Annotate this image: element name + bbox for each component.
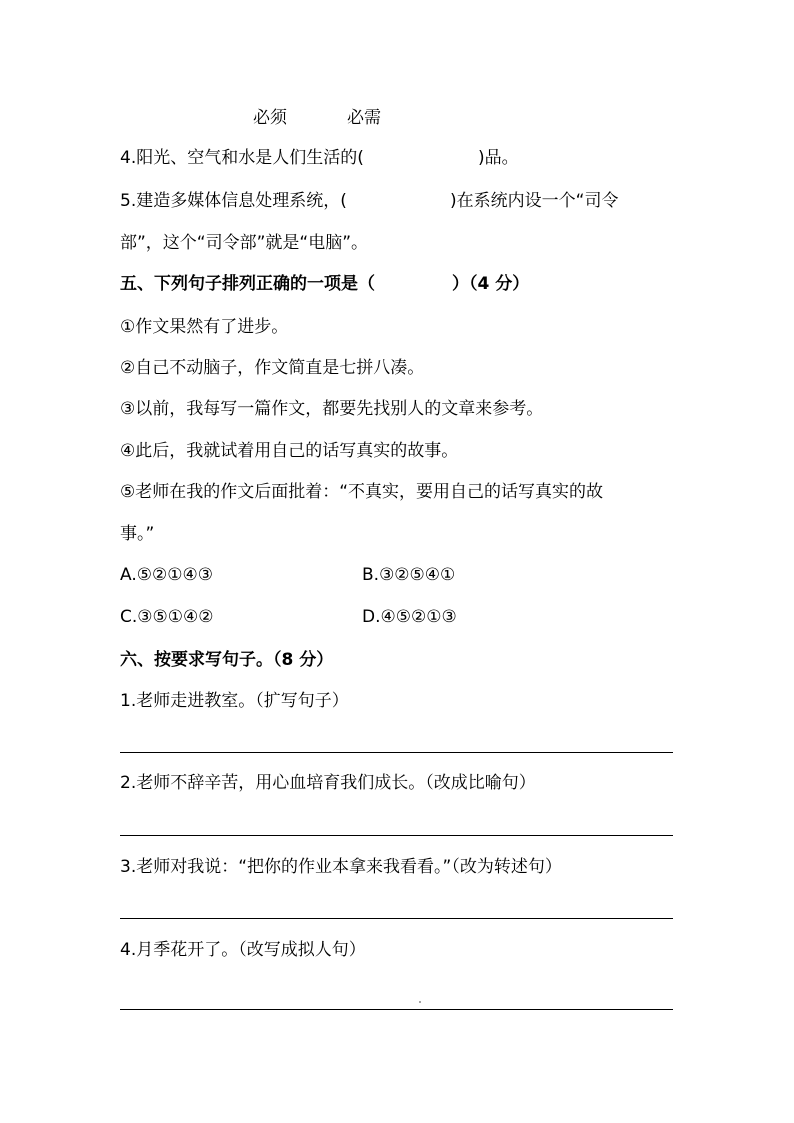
task-3: 3.老师对我说：“把你的作业本拿来我看看。”（改为转述句） xyxy=(120,857,562,877)
answer-line-1 xyxy=(120,752,673,753)
stray-dot xyxy=(419,1001,421,1003)
question-4-text: 4.阳光、空气和水是人们生活的( xyxy=(120,148,364,168)
sentence-5: ⑤老师在我的作文后面批着：“不真实，要用自己的话写真实的故 xyxy=(120,482,604,502)
answer-line-3 xyxy=(120,918,673,919)
option-a: A.⑤②①④③ xyxy=(120,565,213,585)
sentence-1: ①作文果然有了进步。 xyxy=(120,317,289,337)
option-word-1: 必须 xyxy=(253,108,287,128)
sentence-3: ③以前，我每写一篇作文，都要先找别人的文章来参考。 xyxy=(120,399,544,419)
answer-line-2 xyxy=(120,835,673,836)
task-4: 4.月季花开了。（改写成拟人句） xyxy=(120,940,366,960)
option-c: C.③⑤①④② xyxy=(120,607,214,627)
section-5-heading: 五、下列句子排列正确的一项是（ xyxy=(120,274,375,294)
question-5-text-line2: 部”，这个“司令部”就是“电脑”。 xyxy=(120,233,369,253)
question-5-text-end: )在系统内设一个“司令 xyxy=(450,191,619,211)
section-6-heading: 六、按要求写句子。（8 分） xyxy=(120,650,334,670)
section-5-heading-end: ）（4 分） xyxy=(452,274,530,294)
option-d: D.④⑤②①③ xyxy=(362,607,457,627)
question-5-text: 5.建造多媒体信息处理系统，( xyxy=(120,191,347,211)
question-4-text-end: )品。 xyxy=(478,148,519,168)
task-1: 1.老师走进教室。（扩写句子） xyxy=(120,691,349,711)
answer-line-4 xyxy=(120,1009,673,1010)
sentence-5-cont: 事。” xyxy=(120,524,155,544)
option-b: B.③②⑤④① xyxy=(362,565,456,585)
task-2: 2.老师不辞辛苦，用心血培育我们成长。（改成比喻句） xyxy=(120,773,536,793)
sentence-4: ④此后，我就试着用自己的话写真实的故事。 xyxy=(120,441,459,461)
option-word-2: 必需 xyxy=(347,108,381,128)
sentence-2: ②自己不动脑子，作文简直是七拼八凑。 xyxy=(120,358,425,378)
